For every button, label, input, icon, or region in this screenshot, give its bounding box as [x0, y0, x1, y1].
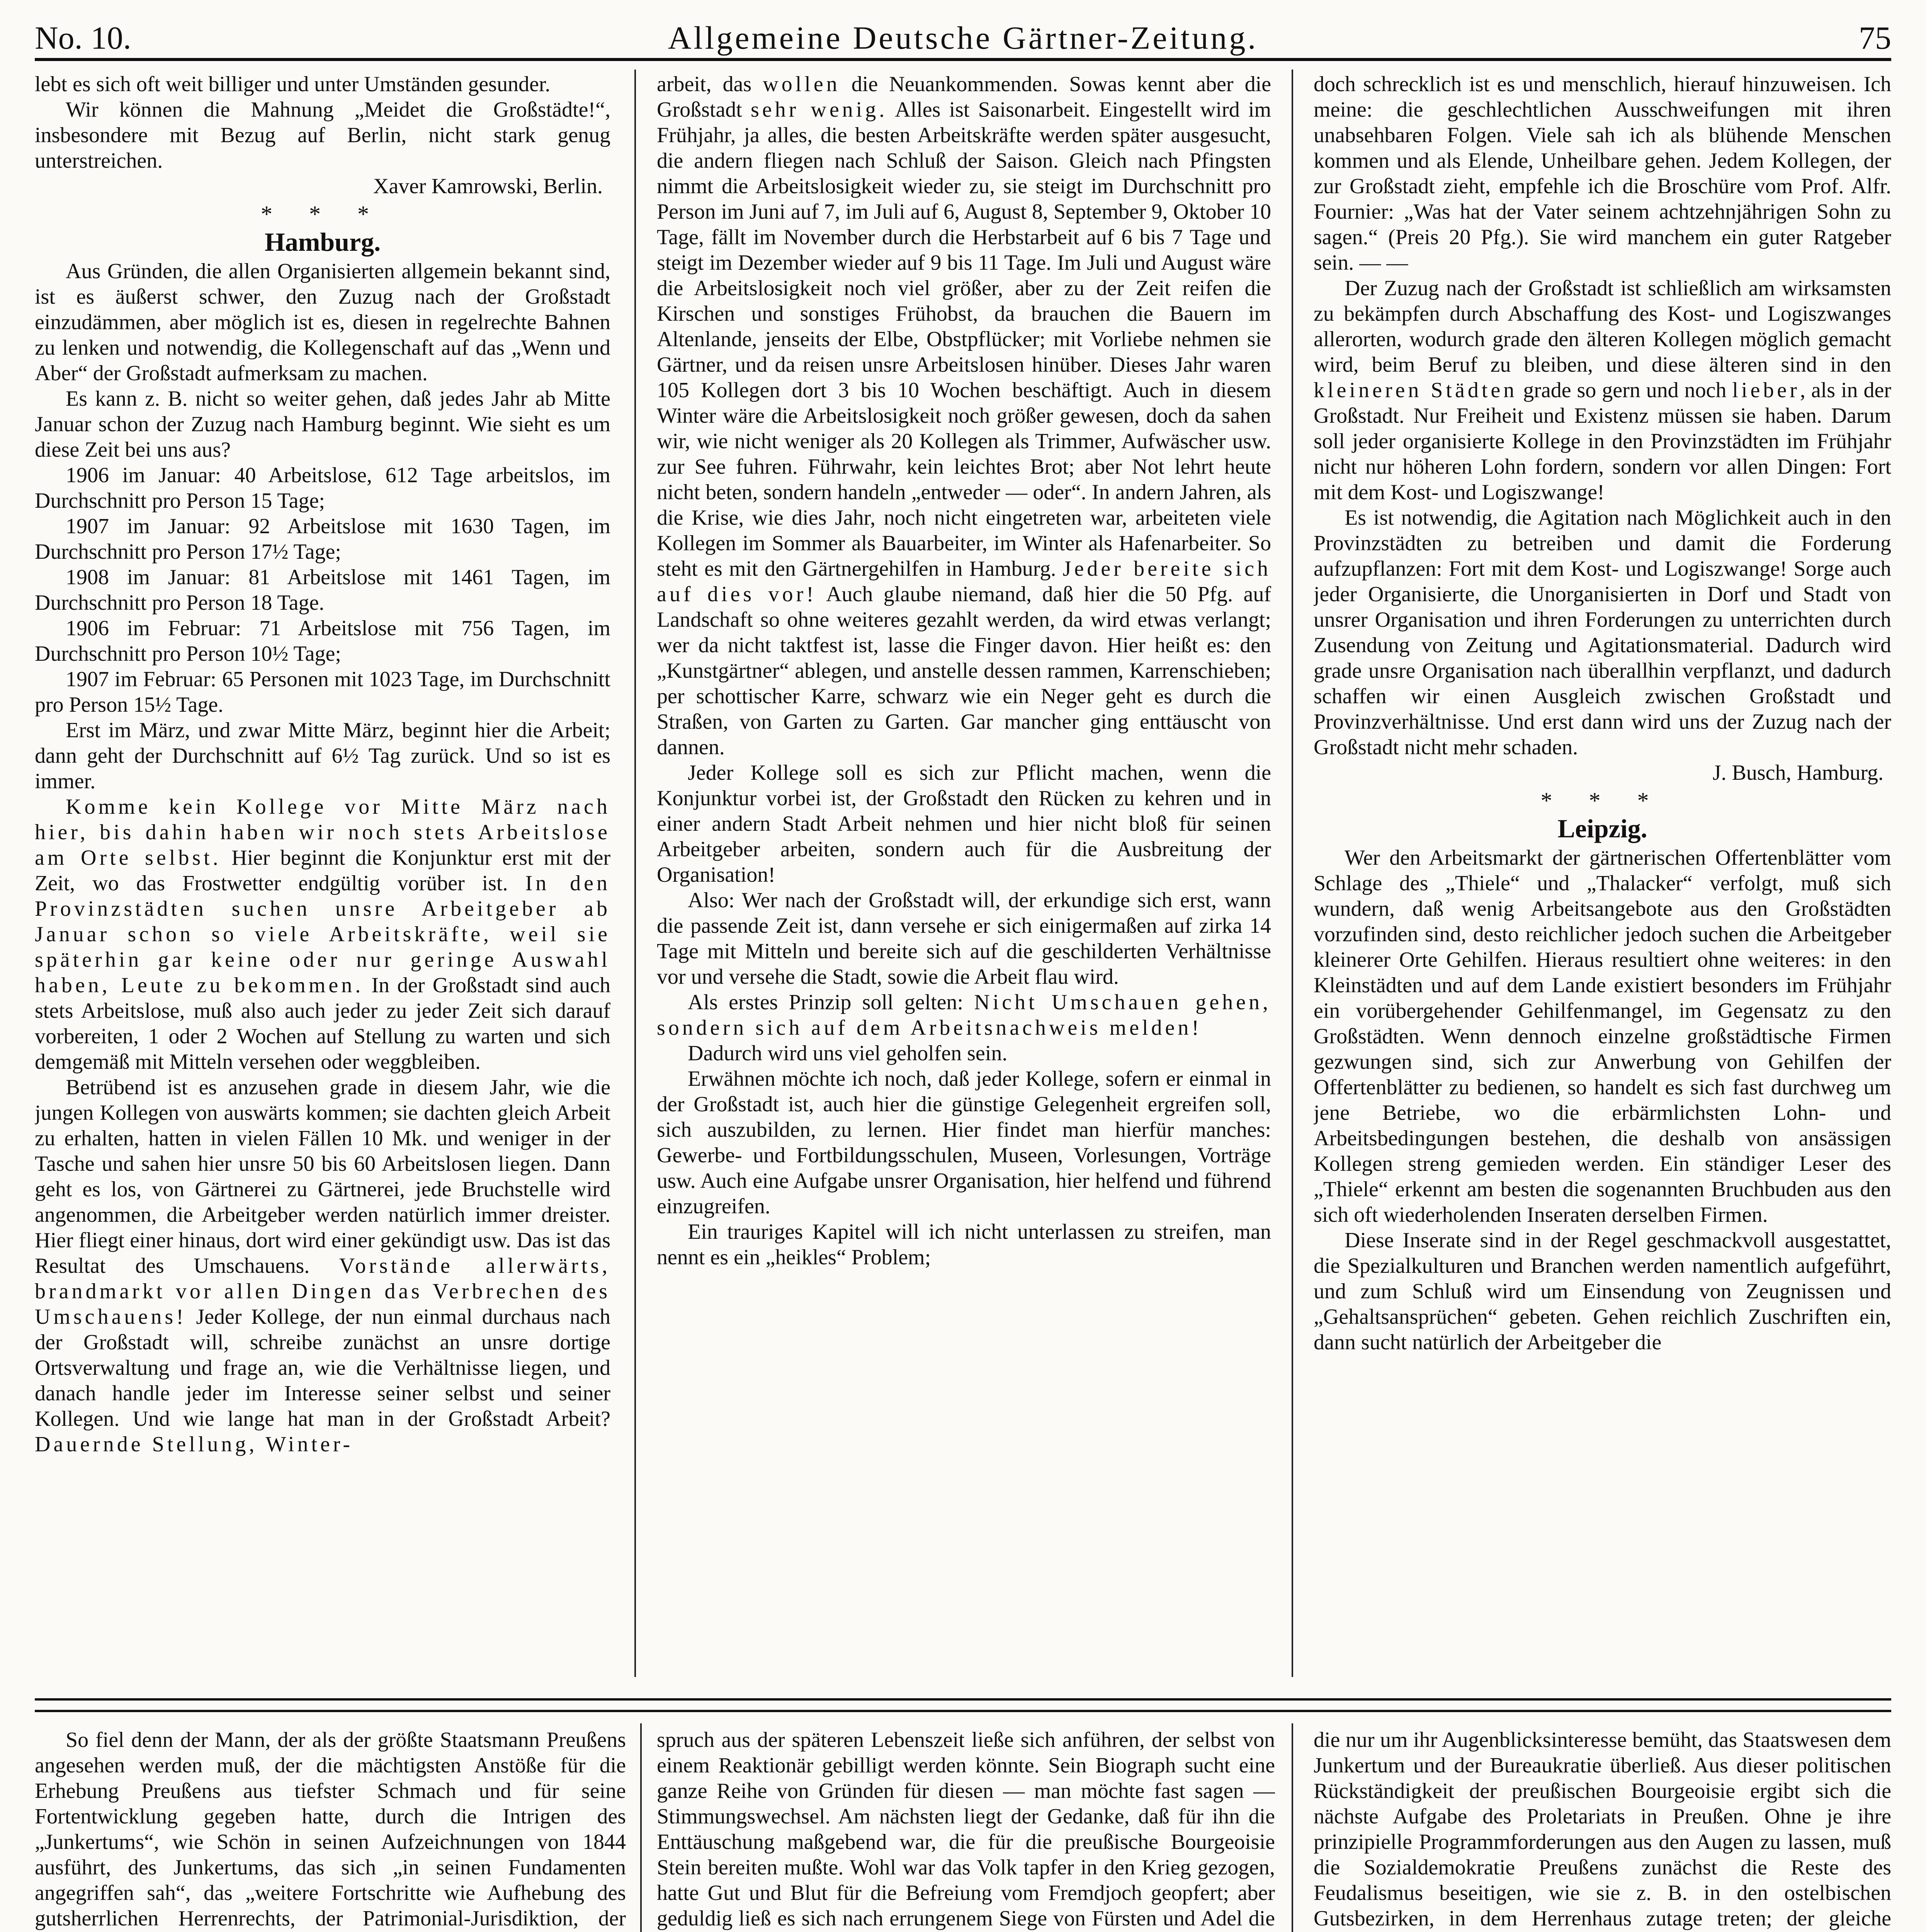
paragraph: Erwähnen möchte ich noch, daß jeder Kollege, sofern er einmal in der Großstadt ist, auch hier die günstige Gelegenheit ergreifen soll, sich auszubilden, zu lernen. Hier findet man hierfür manches: Gewerbe- und Fortbildungsschulen, Museen, Vorlesungen, Vorträge usw. Auch eine Aufgabe unsrer Organisation, hier helfend und führend einzugreifen. — [657, 1067, 1271, 1218]
text-run: Als erstes Prinzip soll gelten: — [688, 990, 974, 1014]
upper-column-2 — [657, 71, 1271, 1675]
section-separator — [35, 1698, 1891, 1712]
text-run: Der Zuzug nach der Großstadt ist schließlich am wirksamsten zu bekämpfen durch Abschaffung des Kost- und Logiszwanges allerorten, wodurch grade den älteren Kollegen möglich gemacht wird, beim Beruf zu bleiben, und diese älteren sind in den — [1314, 276, 1891, 377]
text-run: Betrübend ist es anzusehen grade in diesem Jahr, wie die jungen Kollegen von auswärts kommen; sie dachten gleich Arbeit zu erhalten, hatten in vielen Fällen 10 Mk. und weniger in der Tasche und sahen hier unsre 50 bis 60 Arbeitslosen liegen. Dann geht es los, von Gärtnerei zu Gärtnerei, jede Bruchstelle wird angenommen, die Arbeitgeber werden natürlich immer dreister. Hier fliegt einer hinaus, dort wird einer gekündigt usw. Das ist das Resultat des Umschauens. — [35, 1075, 610, 1278]
lower-column-1 — [35, 1727, 626, 1932]
signature: Xaver Kamrowski, Berlin. — [373, 174, 603, 198]
column-rule — [1292, 1723, 1293, 1932]
paragraph — [1314, 1727, 1891, 1932]
section-heading: Hamburg. — [264, 227, 381, 257]
text-run: arbeit, das — [657, 72, 763, 96]
spaced-text: Komme kein Kollege vor Mitte März nach hier, bis dahin haben wir noch stets Arbeitslose am Orte selbst. — [35, 795, 610, 870]
section-divider-stars: * * * — [261, 201, 384, 227]
text-run: Auch glaube niemand, daß hier die 50 Pfg. auf Landschaft so ohne weiteres gezahlt werden, da wird etwas verlangt; wer da nicht taktfest ist, lasse die Finger davon. Hier heißt es: den „Kunstgärtner“ ablegen, und anstelle dessen rammen, Karrenschieben; per schottischer Karre, schwarz wie ein Neger geht es durch die Straßen, von Garten zu Garten. Gar mancher ging enttäuscht von dannen. — [657, 582, 1271, 759]
page-header — [35, 15, 1891, 61]
text-run: In der Großstadt sind auch stets Arbeitslose, muß also auch jeder zu jeder Zeit sich darauf vorbereiten, 1 oder 2 Wochen auf Stellung zu warten und sich demgemäß mit Mitteln versehen oder weggbleiben. — [35, 973, 610, 1074]
column-rule — [640, 1723, 642, 1932]
text-run: Hier beginnt die Konjunktur erst mit der Zeit, wo das Frostwetter endgültig vorüber ist. — [35, 846, 610, 895]
lower-column-3 — [1314, 1727, 1891, 1932]
paragraph: Diese Inserate sind in der Regel geschmackvoll ausgestattet, die Spezialkulturen und Branchen werden namentlich aufgeführt, und zum Schluß wird um Einsendung von Zeugnissen und „Gehaltsansprüchen“ gebeten. Gehen reichlich Zuschriften ein, dann sucht natürlich der Arbeitgeber die — [1314, 1228, 1891, 1354]
spaced-text: kleineren Städten — [1314, 378, 1518, 402]
paragraph — [35, 1075, 610, 1457]
paragraph — [35, 794, 610, 1075]
upper-column-1 — [35, 71, 610, 1675]
paragraph: lebt es sich oft weit billiger und unter Umständen gesunder. — [35, 72, 551, 96]
paragraph: Jeder Kollege soll es sich zur Pflicht machen, wenn die Konjunktur vorbei ist, der Großstadt den Rücken zu kehren und in einer andern Stadt Arbeit nehmen und hier nicht bloß für seinen Arbeitgeber arbeiten, sondern auch für die Ausbreitung der Organisation! — [657, 761, 1271, 887]
section-divider-stars: * * * — [1540, 788, 1664, 813]
text-run: grade so gern und noch — [1517, 378, 1732, 402]
statistic-line: 1907 im Januar: 92 Arbeitslose mit 1630 Tagen, im Durchschnitt pro Person 17½ Tage; — [35, 514, 610, 564]
spaced-text: Vorstände allerwärts, brandmarkt vor allen Dingen das Verbrechen des Umschauens! — [35, 1254, 610, 1329]
column-rule — [1292, 70, 1293, 1677]
text-run: , als in der Großstadt. Nur Freiheit und Existenz müssen sie haben. Darum soll jeder organisierte Kollege in den Provinzstädten im Frühjahr nicht nur höheren Lohn fordern, sondern vor allen Dingen: Fort mit dem Kost- und Logiszwange! — [1314, 378, 1891, 504]
spaced-text: Dauernde Stellung, Winter- — [35, 1432, 354, 1456]
paragraph — [657, 990, 1271, 1041]
section-heading: Leipzig. — [1557, 814, 1647, 843]
paragraph: Wir können die Mahnung „Meidet die Großstädte!“, insbesondere mit Bezug auf Berlin, nicht stark genug unterstreichen. — [35, 98, 610, 173]
statistic-line: 1906 im Januar: 40 Arbeitslose, 612 Tage arbeitslos, im Durchschnitt pro Person 15 Tage; — [35, 463, 610, 513]
paragraph: spruch aus der späteren Lebenszeit ließe sich anführen, der selbst von einem Reaktionär gebilligt werden könnte. Sein Biograph sucht eine ganze Reihe von Gründen für diesen — man möchte fast sagen — Stimmungswechsel. Am nächsten liegt der Gedanke, daß für ihn die Enttäuschung maßgebend war, die für die preußische Bourgeoisie Stein bereiten mußte. Wohl war das Volk tapfer in den Krieg gezogen, hatte Gut und Blut für die Befreiung vom Fremdjoch geopfert; aber geduldig ließ es sich nach errungenem Siege von Fürsten und Adel die — [657, 1728, 1275, 1930]
paragraph: So fiel denn der Mann, der als der größte Staatsmann Preußens angesehen werden muß, der die mächtigsten Anstöße für die Erhebung Preußens aus tiefster Schmach und für seine Fortentwicklung gegeben hatte, durch die Intrigen des „Junkertums“, wie Schön in seinen Aufzeichnungen von 1844 ausführt, des Junkertums, das sich „in seinen Fundamenten angegriffen sah“, das „weitere Fortschritte wie Aufhebung des gutsherrlichen Herrenrechts, der Patrimonial-Jurisdiktion, der — [35, 1728, 626, 1930]
text-run: Jeder Kollege, der nun einmal durchaus nach der Großstadt will, schreibe zunächst an unsre dortige Ortsverwaltung und frage an, wie die Verhältnisse liegen, und danach handle jeder im Interesse seiner selbst und seiner Kollegen. Und wie lange hat man in der Großstadt Arbeit? — [35, 1305, 610, 1431]
spaced-text: Nicht Umschauen gehen, sondern sich auf dem Arbeitsnachweis melden! — [657, 990, 1271, 1040]
paragraph: Dadurch wird uns viel geholfen sein. — [688, 1041, 1008, 1065]
issue-number: No. 10. — [35, 20, 131, 56]
spaced-text: lieber — [1732, 378, 1800, 402]
paragraph: Ein trauriges Kapitel will ich nicht unterlassen zu streifen, man nennt es ein „heikles“ Problem; — [657, 1220, 1271, 1269]
text-run: die nur um ihr Augenblicksinteresse bemüht, das Staatswesen dem Junkertum und der Bureaukratie überließ. Aus dieser politischen Rückständigkeit der preußischen Bourgeoisie ergibt sich die nächste Aufgabe des Proletariats in Preußen. Ohne je ihre prinzipielle Programmforderungen aus den Augen zu lassen, muß die Sozialdemokratie Preußens zunächst die Reste des Feudalismus beseitigen, wie sie z. B. in den ostelbischen Gutsbezirken, in dem Herrenhaus zutage treten; der gleiche — [1314, 1728, 1891, 1930]
paragraph: Erst im März, und zwar Mitte März, beginnt hier die Arbeit; dann geht der Durchschnitt auf 6½ Tag zurück. Und so ist es immer. — [35, 718, 610, 793]
spaced-text: wollen — [763, 72, 840, 96]
signature: J. Busch, Hamburg. — [1712, 761, 1884, 785]
spaced-text: Jeder bereite sich auf dies vor! — [657, 557, 1271, 606]
paragraph — [657, 71, 1271, 760]
paragraph — [1314, 276, 1891, 505]
paragraph: Es ist notwendig, die Agitation nach Möglichkeit auch in den Provinzstädten zu betreiben und damit die Forderung aufzupflanzen: Fort mit dem Kost- und Logiszwange! Sorge auch jeder Organisierte, die Unorganisierten in Dorf und Stadt von unsrer Organisation und ihren Forderungen zu unterrichten durch Zusendung von Zeitung und Agitationsmaterial. Dadurch wird grade unsre Organisation nach überallhin verpflanzt, und dadurch schaffen wir einen Ausgleich zwischen Großstadt und Provinzverhältnisse. Und erst dann wird uns der Zuzug nach der Großstadt nicht mehr schaden. — [1314, 506, 1891, 759]
lower-column-2 — [657, 1727, 1275, 1932]
paragraph: Wer den Arbeitsmarkt der gärtnerischen Offertenblätter vom Schlage des „Thiele“ und „Thalacker“ verfolgt, muß sich wundern, daß wenig Arbeitsangebote aus den Großstädten vorzufinden sind, desto reichlicher jedoch suchen die Arbeitgeber kleinerer Orte Gehilfen. Hieraus resultiert ohne weiteres: in den Kleinstädten und auf dem Lande existiert besonders im Frühjahr ein vorübergehender Gehilfenmangel, im Gegensatz zu den Großstädten. Wenn dennoch einzelne großstädtische Firmen gezwungen sind, sich zur Anwerbung von Gehilfen der Offertenblätter zu bedienen, so handelt es sich fast durchweg um jene Betriebe, wo die erbärmlichsten Lohn- und Arbeitsbedingungen bestehen, die deshalb von ansässigen Kollegen streng gemieden werden. Ein ständiger Leser des „Thiele“ erkennt am besten die sogenannten Bruchbuden aus den sich oft wiederholenden Inseraten derselben Firmen. — [1314, 846, 1891, 1227]
paragraph: doch schrecklich ist es und menschlich, hierauf hinzuweisen. Ich meine: die geschlechtlichen Ausschweifungen mit ihren unabsehbaren Folgen. Viele sah ich als blühende Menschen kommen und als Elende, Unheilbare gehen. Jedem Kollegen, der zur Großstadt zieht, empfehle ich die Broschüre vom Prof. Alfr. Fournier: „Was hat der Vater seinem achtzehnjährigen Sohn zu sagen.“ (Preis 20 Pfg.). Sie wird manchem ein guter Ratgeber sein. — — — [1314, 72, 1891, 275]
upper-column-3 — [1314, 71, 1891, 1675]
page-number: 75 — [1859, 20, 1891, 56]
newspaper-title: Allgemeine Deutsche Gärtner-Zeitung. — [668, 20, 1258, 56]
statistic-line: 1907 im Februar: 65 Personen mit 1023 Tage, im Durchschnitt pro Person 15½ Tage. — [35, 667, 610, 717]
spaced-text: In den Provinzstädten suchen unsre Arbeitgeber ab Januar schon so viele Arbeitskräfte, weil sie späterhin gar keine oder nur geringe Auswahl haben, Leute zu bekommen. — [35, 871, 610, 997]
text-run: die Neuankommenden. Sowas kennt aber die Großstadt — [657, 72, 1271, 122]
column-rule — [634, 70, 636, 1677]
statistic-line: 1908 im Januar: 81 Arbeitslose mit 1461 Tagen, im Durchschnitt pro Person 18 Tage. — [35, 565, 610, 615]
text-run: Alles ist Saisonarbeit. Eingestellt wird im Frühjahr, ja alles, die besten Arbeitskräfte werden später ausgesucht, die andern fliegen nach Schluß der Saison. Gleich nach Pfingsten nimmt die Arbeitslosigkeit wieder zu, sie steigt im Durchschnitt pro Person im Juni auf 7, im Juli auf 6, August 8, September 9, Oktober 10 Tage, fällt im November durch die Herbstarbeit auf 6 bis 7 Tage und steigt im Dezember wieder auf 9 bis 11 Tage. Im Juli und August wäre die Arbeitslosigkeit noch viel größer, aber zu der Zeit reifen die Kirschen und sonstiges Frühobst, da brauchen die Bauern im Altenlande, jenseits der Elbe, Obstpflücker; mit Vorliebe nehmen sie Gärtner, und da reisen unsre Arbeitslosen hinüber. Dieses Jahr waren 105 Kollegen dort 3 bis 10 Wochen beschäftigt. Auch in diesem Winter wäre die Arbeitslosigkeit noch größer gewesen, doch da sahen wir, wie nicht weniger als 20 Kollegen als Trimmer, Aufwäscher usw. zur See fuhren. Führwahr, kein leichtes Brot; aber Not lehrt heute nicht beten, sondern handeln „entweder — oder“. In andern Jahren, als die Krise, wie dies Jahr, noch nicht eingetreten war, arbeiteten viele Kollegen im Sommer als Bauarbeiter, im Winter als Hafenarbeiter. So steht es mit den Gärtnergehilfen in Hamburg. — [657, 98, 1271, 581]
statistic-line: 1906 im Februar: 71 Arbeitslose mit 756 Tagen, im Durchschnitt pro Person 10½ Tage; — [35, 616, 610, 666]
spaced-text: sehr wenig. — [750, 98, 888, 122]
paragraph: Aus Gründen, die allen Organisierten allgemein bekannt sind, ist es äußerst schwer, den Zuzug nach der Großstadt einzudämmen, aber möglich ist es, diesen in regelrechte Bahnen zu lenken und notwendig, die Kollegenschaft auf das „Wenn und Aber“ der Großstadt aufmerksam zu machen. — [35, 259, 610, 385]
paragraph: Also: Wer nach der Großstadt will, der erkundige sich erst, wann die passende Zeit ist, dann versehe er sich einigermaßen auf zirka 14 Tage mit Mitteln und bereite sich auf die geschilderten Verhältnisse vor und versehe die Stadt, sowie die Arbeit flau wird. — [657, 888, 1271, 989]
paragraph: Es kann z. B. nicht so weiter gehen, daß jedes Jahr ab Mitte Januar schon der Zuzug nach Hamburg beginnt. Wie sieht es um diese Zeit bei uns aus? — [35, 387, 610, 462]
